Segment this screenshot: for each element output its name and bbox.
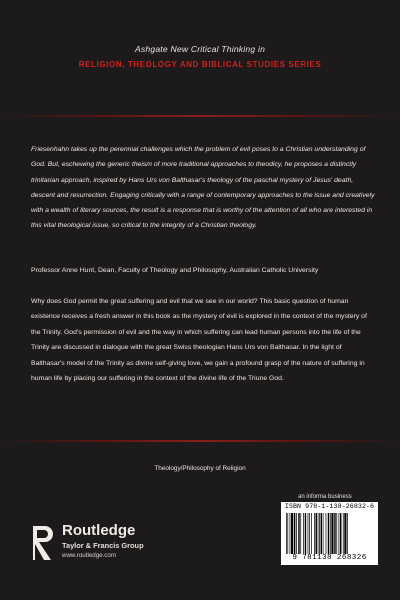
barcode-bar	[294, 513, 295, 554]
barcode-bar	[300, 513, 301, 554]
top-divider	[0, 115, 400, 117]
barcode-panel	[281, 502, 378, 565]
barcode-bar	[290, 513, 291, 554]
barcode-bar	[319, 513, 320, 554]
barcode-bar	[334, 513, 335, 554]
review-attribution: Professor Anne Hunt, Dean, Faculty of Theology and Philosophy, Australian Catholic University	[31, 267, 319, 274]
barcode-bar	[318, 513, 319, 554]
barcode-bar	[305, 513, 306, 554]
routledge-logo-icon	[31, 522, 55, 562]
barcode-bar	[286, 513, 287, 554]
publisher-group: Taylor & Francis Group	[62, 541, 144, 550]
series-heading	[0, 44, 400, 69]
barcode-bar	[311, 513, 312, 554]
book-description: Why does God permit the great suffering and evil that we see in our world? This basic question of human existence receives a fresh answer in this book as the mystery of evil is explored in the context of the mystery of the Trinity. God's permission of evil and the way in which suffering can lead human persons into the life of the Trinity are discussed in dialogue with the great Swiss theologian Hans Urs von Balthasar. In the light of Balthasar's model of the Trinity as divine self-giving love, we gain a profound grasp of the nature of suffering in human life by placing our suffering in the context of the divine life of the Triune God.	[31, 298, 367, 383]
barcode-bar	[316, 513, 317, 554]
barcode-bar	[314, 513, 315, 554]
series-subtitle: Ashgate New Critical Thinking in	[134, 44, 266, 54]
barcode-bar	[291, 513, 293, 554]
barcode-bar	[287, 513, 288, 554]
isbn-label: ISBN 978-1-138-26832-6	[284, 503, 375, 510]
informa-tagline: an informa business	[298, 494, 352, 500]
publisher-block	[31, 522, 181, 572]
barcode-bar	[326, 513, 327, 554]
barcode-bar	[298, 513, 299, 554]
barcode-bar	[323, 513, 324, 554]
series-title: RELIGION, THEOLOGY AND BIBLICAL STUDIES SERIES	[78, 60, 322, 69]
barcode-bar	[340, 513, 341, 554]
barcode-bar	[331, 513, 333, 554]
barcode-bar	[336, 513, 337, 554]
barcode-bar	[303, 513, 304, 554]
publisher-url: www.routledge.com	[62, 552, 116, 559]
barcode-bar	[309, 513, 310, 554]
barcode-bar	[296, 513, 297, 554]
barcode-bar	[321, 513, 322, 554]
publisher-name: Routledge	[62, 522, 136, 539]
barcode-bar	[339, 513, 340, 554]
review-quote: Friesenhahn takes up the perennial challenges which the problem of evil poses to a Christian understanding of God. But, eschewing the generic theism of more traditional approaches to theodicy, he proposes a distinctly trinitarian approach, inspired by Hans Urs von Balthasar's theology of the paschal mystery of Jesus' death, descent and resurrection. Engaging critically with a range of contemporary approaches to the issue and creatively with a wealth of literary sources, the result is a response that is worthy of the attention of all who are interested in this vital theological issue, so critical to the integrity of a Christian theology.	[31, 146, 375, 230]
barcode-bar	[344, 513, 346, 554]
bottom-divider	[0, 440, 400, 442]
barcode-icon	[286, 513, 373, 554]
barcode-bar	[330, 513, 331, 554]
subject-category: Theology/Philosophy of Religion	[154, 465, 246, 472]
barcode-bar	[308, 513, 309, 554]
barcode-bar	[347, 513, 348, 554]
barcode-digits: 9 781138 268326	[292, 554, 367, 562]
barcode-bar	[328, 513, 329, 554]
barcode-bar	[343, 513, 344, 554]
